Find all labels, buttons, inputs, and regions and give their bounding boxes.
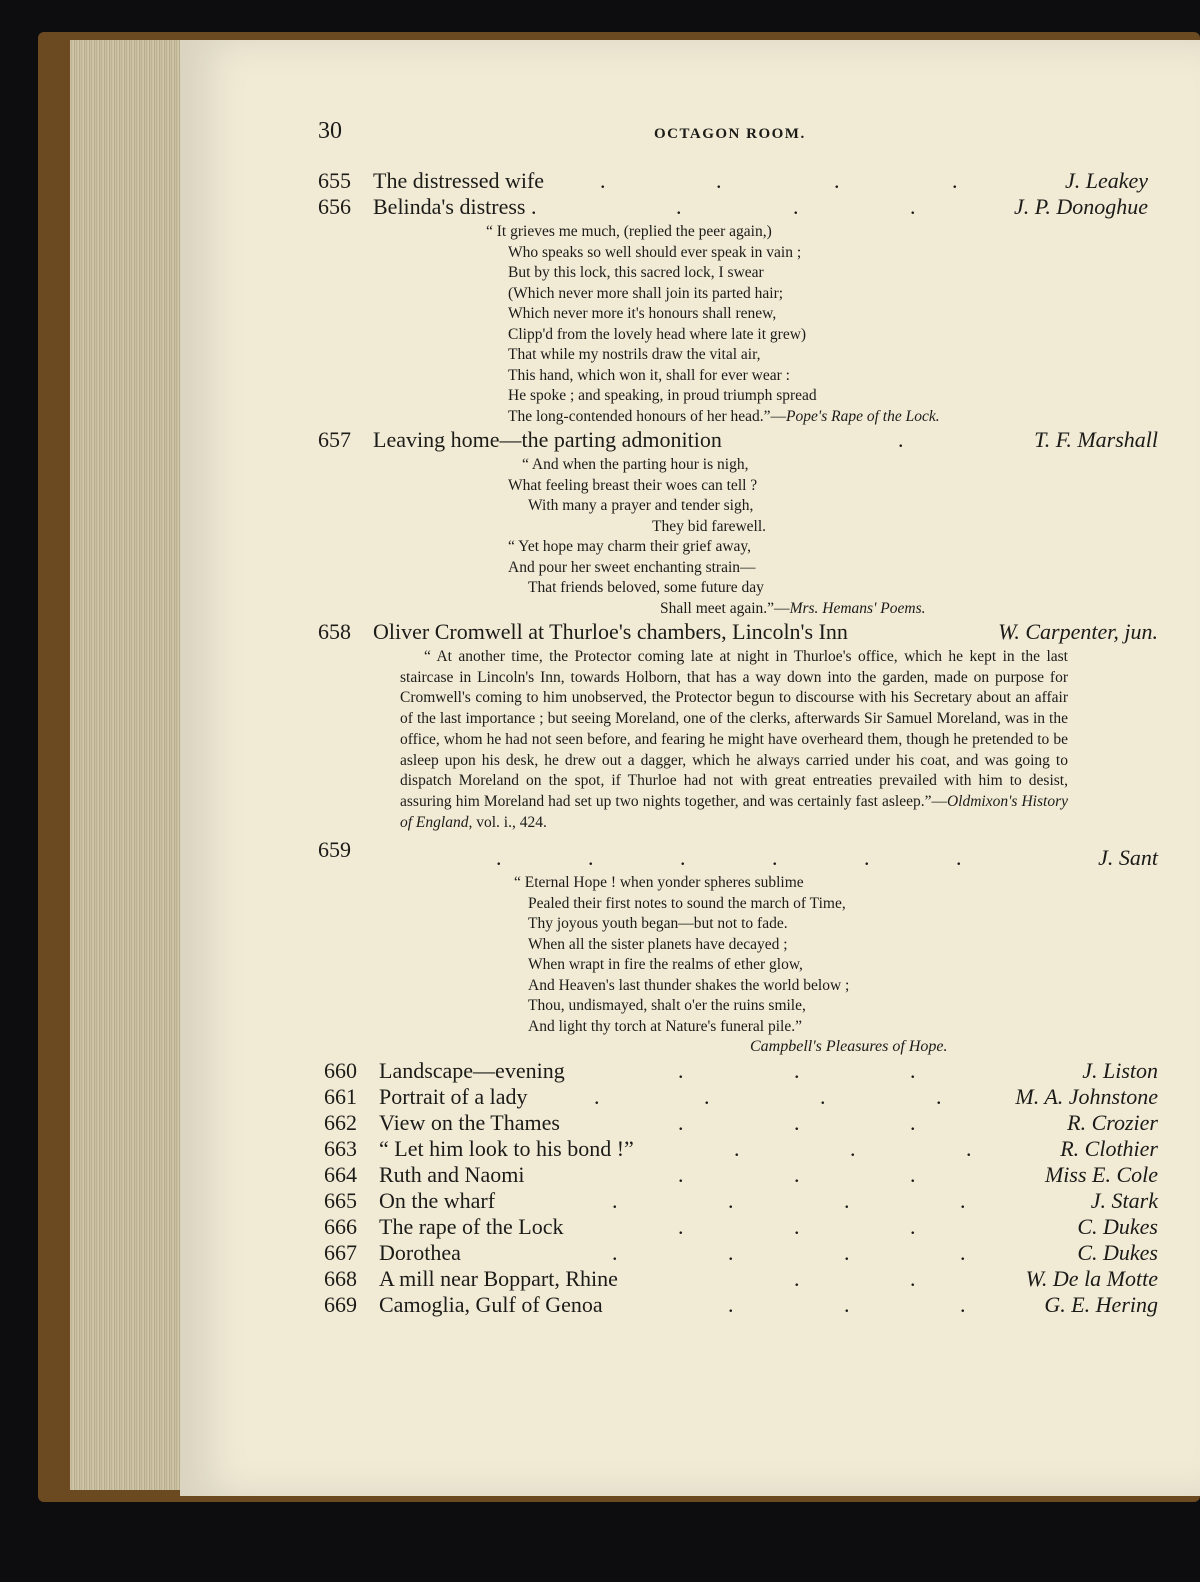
entry-title: The distressed wife: [373, 168, 545, 193]
catalogue-entry: 664 Ruth and Naomi . . . Miss E. Cole: [324, 1161, 1158, 1187]
poem-line: That while my nostrils draw the vital air,: [508, 346, 761, 363]
entry-number: 663: [324, 1135, 357, 1161]
poem-line: When wrapt in fire the realms of ether glow,: [528, 956, 803, 974]
quotation-source: Pope's Rape of the Lock.: [786, 407, 940, 425]
poem-line: “ Eternal Hope ! when yonder spheres sublime: [514, 874, 804, 892]
entry-artist: J. Sant: [1098, 845, 1158, 871]
entry-title: Ruth and Naomi: [379, 1161, 525, 1187]
entry-artist: Miss E. Cole: [1044, 1161, 1158, 1187]
entry-artist: W. De la Motte: [1025, 1265, 1158, 1291]
entry-number: 668: [324, 1265, 357, 1291]
entry-number: 667: [324, 1239, 357, 1265]
catalogue-entry: 663 “ Let him look to his bond !” . . . R. Clothier: [324, 1135, 1158, 1161]
poem-quotation: [318, 455, 1158, 619]
catalogue-entry: 656 Belinda's distress . . . . J. P. Donoghue: [318, 194, 1148, 219]
entry-number: 664: [324, 1161, 357, 1187]
entry-title: Portrait of a lady: [379, 1083, 528, 1109]
quotation-source-tail: vol. i., 424.: [472, 813, 547, 831]
catalogue-entry: 667 Dorothea . . . . C. Dukes: [324, 1239, 1158, 1265]
entry-number: 655: [318, 168, 351, 193]
entry-number: 661: [324, 1083, 357, 1109]
entry-artist: R. Crozier: [1067, 1109, 1158, 1135]
poem-line: And light thy torch at Nature's funeral pile.”: [528, 1017, 802, 1035]
catalogue-entry: 668 A mill near Boppart, Rhine . . W. De la Motte: [324, 1265, 1158, 1291]
entry-title: Oliver Cromwell at Thurloe's chambers, Lincoln's Inn: [373, 619, 848, 644]
catalogue-entry: 660 Landscape—evening . . . J. Liston: [324, 1057, 1158, 1083]
entry-title: Landscape—evening: [379, 1057, 565, 1083]
entry-artist: M. A. Johnstone: [1015, 1083, 1158, 1109]
poem-line: With many a prayer and tender sigh,: [528, 497, 754, 514]
poem-line: [486, 407, 1158, 428]
poem-line: And Heaven's last thunder shakes the world below ;: [528, 976, 850, 994]
entry-artist: J. Leakey: [1064, 168, 1148, 193]
poem-line: Thy joyous youth began—but not to fade.: [528, 915, 788, 933]
entry-title: Camoglia, Gulf of Genoa: [379, 1291, 603, 1317]
entry-artist: J. P. Donoghue: [1013, 194, 1148, 219]
poem-line: (Which never more shall join its parted hair;: [508, 284, 784, 302]
poem-line: Thou, undismayed, shalt o'er the ruins smile,: [528, 997, 806, 1015]
catalogue-entry: 669 Camoglia, Gulf of Genoa . . . G. E. Hering: [324, 1291, 1158, 1317]
quotation-source: Oldmixon's History of England,: [400, 792, 1068, 831]
quotation-source: Mrs. Hemans' Poems.: [789, 599, 926, 617]
entry-number: 657: [318, 427, 351, 452]
entry-title: View on the Thames: [379, 1109, 560, 1135]
entry-title: Dorothea: [379, 1239, 461, 1265]
catalogue-entry: 666 The rape of the Lock . . . C. Dukes: [324, 1213, 1158, 1239]
poem-line: But by this lock, this sacred lock, I swear: [508, 264, 764, 281]
catalogue-entry: [318, 619, 1158, 645]
running-head: OCTAGON ROOM.: [654, 126, 806, 142]
quotation-source: Campbell's Pleasures of Hope.: [750, 1038, 948, 1056]
entry-title: A mill near Boppart, Rhine: [379, 1265, 618, 1291]
entry-artist: R. Clothier: [1060, 1135, 1158, 1161]
catalogue-entry: 655 The distressed wife . . . . J. Leakey: [318, 168, 1148, 193]
poem-line: “ And when the parting hour is nigh,: [522, 456, 749, 473]
poem-line: “ It grieves me much, (replied the peer again,): [486, 223, 772, 240]
catalogue-entry: 662 View on the Thames . . . R. Crozier: [324, 1109, 1158, 1135]
entry-number: 659: [318, 837, 351, 863]
entry-number: 658: [318, 619, 351, 644]
poem-line: When all the sister planets have decayed ;: [528, 935, 788, 953]
page-fore-edge: [70, 40, 190, 1490]
page-header: [318, 112, 1158, 152]
page-content: [318, 112, 1158, 1318]
entry-title: “ Let him look to his bond !”: [379, 1135, 634, 1161]
prose-text: “ At another time, the Protector coming late at night in Thurloe's office, which he kept in the last staircase in Lincoln's Inn, towards Holborn, that has a way down into the garden, made on purpose for Cromwell's coming to him unobserved, the Protector begun to discourse with his Secretary about an affair of the last importance ; but seeing Moreland, one of the clerks, afterwards Sir Samuel Moreland, was in the office, whom he had not seen before, and fearing he might have overheard them, though he pretended to be asleep upon his desk, he drew out a dagger, which he always carried under his coat, and was going to dispatch Moreland on the spot, if Thurloe had not with great entreaties prevailed with him to desist, assuring him Moreland had set up two nights together, and was certainly fast asleep.”—: [400, 648, 1068, 810]
entry-artist: C. Dukes: [1077, 1213, 1158, 1239]
entry-number: 666: [324, 1213, 357, 1239]
entry-number: 660: [324, 1057, 357, 1083]
entry-title: Belinda's distress .: [373, 194, 537, 219]
poem-line: Clipp'd from the lovely head where late it grew): [508, 325, 807, 343]
poem-line: “ Yet hope may charm their grief away,: [508, 538, 752, 555]
poem-line: This hand, which won it, shall for ever wear :: [508, 366, 790, 384]
entry-number: 662: [324, 1109, 357, 1135]
poem-line: They bid farewell.: [652, 517, 767, 535]
entry-artist: T. F. Marshall: [1034, 427, 1158, 452]
entry-artist: J. Liston: [1082, 1057, 1158, 1083]
poem-line-text: Shall meet again.”—: [660, 599, 790, 617]
poem-line: That friends beloved, some future day: [528, 579, 764, 596]
poem-quotation: [486, 222, 1158, 427]
entry-artist: W. Carpenter, jun.: [998, 619, 1158, 644]
catalogue-entry: 661 Portrait of a lady . . . . M. A. Johnstone: [324, 1083, 1158, 1109]
prose-quotation: [400, 647, 1068, 833]
catalogue-entry: 665 On the wharf . . . . J. Stark: [324, 1187, 1158, 1213]
catalogue-entry: 659 . . . . . . J. Sant: [318, 837, 1158, 871]
poem-line: Who speaks so well should ever speak in vain ;: [508, 243, 802, 261]
poem-quotation: [318, 873, 1158, 1058]
poem-line: What feeling breast their woes can tell ?: [508, 476, 758, 494]
entry-title: The rape of the Lock: [379, 1213, 564, 1239]
entry-number: 669: [324, 1291, 357, 1317]
entry-artist: C. Dukes: [1077, 1239, 1158, 1265]
page-number: 30: [318, 118, 342, 144]
entry-artist: G. E. Hering: [1044, 1291, 1158, 1317]
entry-artist: J. Stark: [1090, 1187, 1158, 1213]
entry-title: On the wharf: [379, 1187, 496, 1213]
entry-number: 665: [324, 1187, 357, 1213]
catalogue-list: [324, 1058, 1158, 1318]
poem-line: Which never more it's honours shall renew,: [508, 305, 777, 322]
poem-line: [318, 599, 1158, 620]
entry-title: Leaving home—the parting admonition: [373, 427, 722, 452]
entry-number: 656: [318, 194, 351, 219]
poem-line: And pour her sweet enchanting strain—: [508, 558, 756, 576]
poem-line: He spoke ; and speaking, in proud triumph spread: [508, 387, 817, 404]
poem-line: Pealed their first notes to sound the march of Time,: [528, 894, 846, 912]
poem-line-text: The long-contended honours of her head.”—: [508, 407, 787, 425]
catalogue-entry: 657 Leaving home—the parting admonition . T. F. Marshall: [318, 427, 1158, 452]
